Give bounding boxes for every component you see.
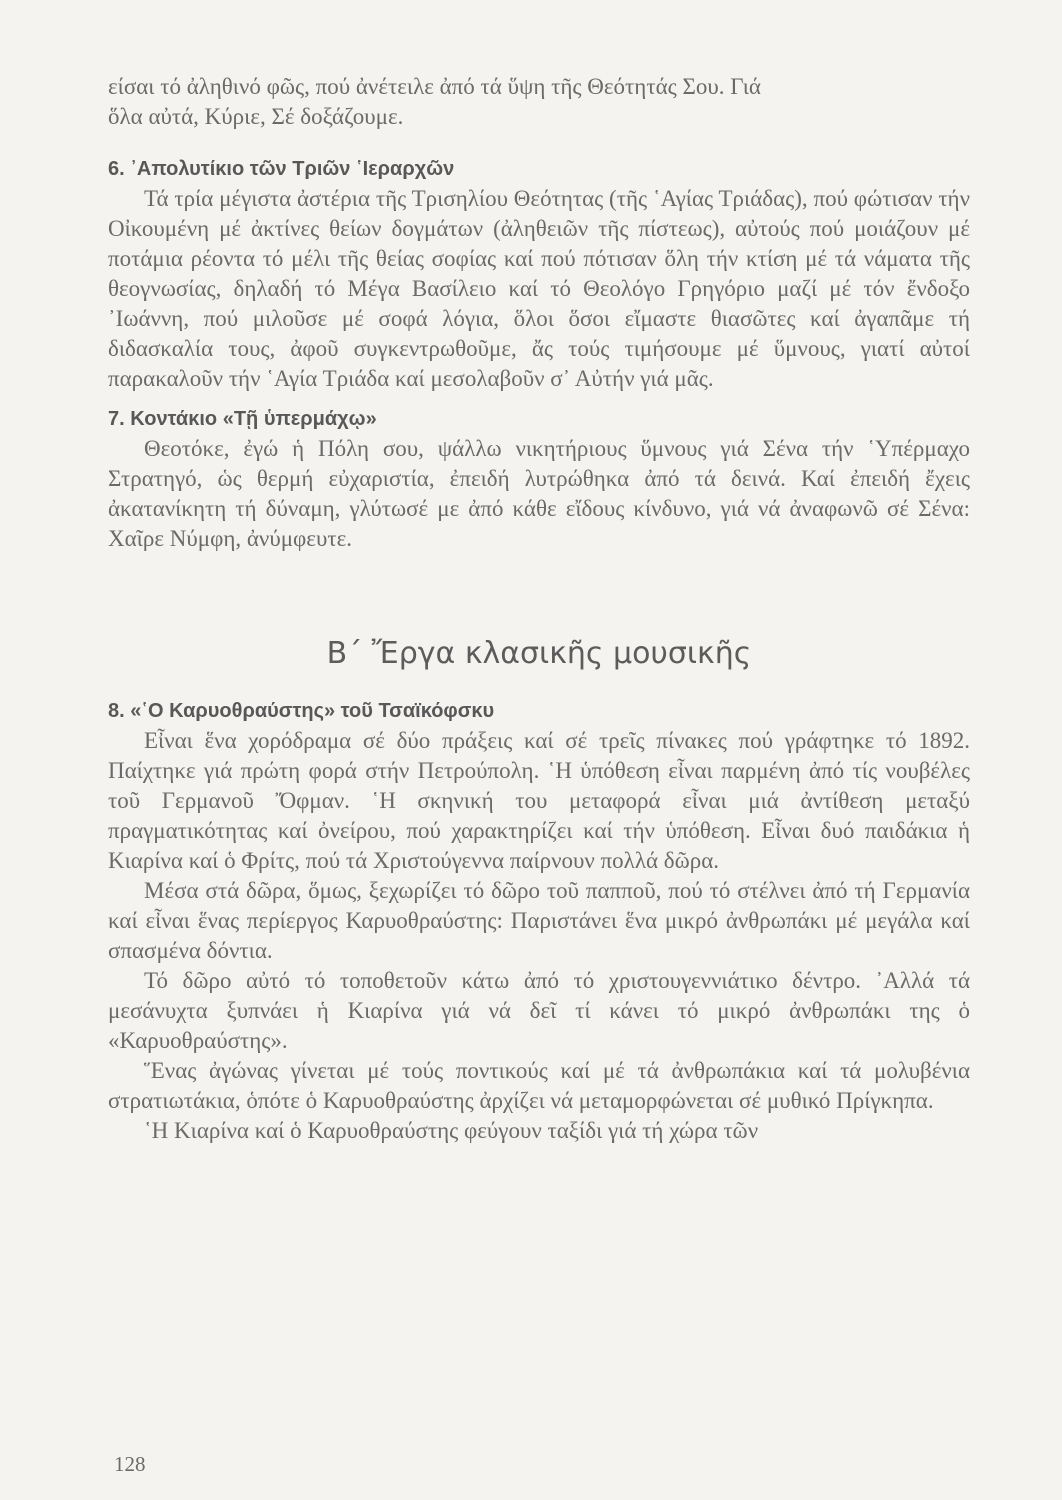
section-8 [108, 696, 970, 1146]
section-8-paragraph: Τό δῶρο αὐτό τό τοποθετοῦν κάτω ἀπό τό χριστουγεννιάτικο δέντρο. ᾿Αλλά τά μεσάνυχτα ξυπνάει ἡ Κιαρίνα γιά νά δεῖ τί κάνει τό μικρό ἀνθρωπάκι της ὁ «Καρυοθραύστης». [108, 968, 970, 1053]
intro-line-1: είσαι τό ἀληθινό φῶς, πού ἀνέτειλε ἀπό τά ὕψη τῆς Θεότητάς Σου. Γιά [108, 74, 761, 99]
section-8-heading: 8. «῾Ο Καρυοθραύστης» τοῦ Τσαϊκόφσκυ [108, 700, 495, 722]
section-8-paragraph: Εἶναι ἕνα χορόδραμα σέ δύο πράξεις καί σέ τρεῖς πίνακες πού γράφτηκε τό 1892. Παίχτηκε γιά πρώτη φορά στήν Πετρούπολη. ῾Η ὑπόθεση εἶναι παρμένη ἀπό τίς νουβέλες τοῦ Γερμανοῦ Ὄφμαν. ῾Η σκηνική του μεταφορά εἶναι μιά ἀντίθεση μεταξύ πραγματικότητας καί ὀνείρου, πού χαρακτηρίζει καί τήν ὑπόθεση. Εἶναι δυό παιδάκια ἡ Κιαρίνα καί ὁ Φρίτς, πού τά Χριστούγεννα παίρνουν πολλά δῶρα. [108, 728, 970, 873]
intro-line-2: ὅλα αὐτά, Κύριε, Σέ δοξάζουμε. [108, 104, 404, 129]
section-8-paragraph: Μέσα στά δῶρα, ὅμως, ξεχωρίζει τό δῶρο τοῦ παπποῦ, πού τό στέλνει ἀπό τή Γερμανία καί εἶναι ἕνας περίεργος Καρυοθραύστης: Παριστάνει ἕνα μικρό ἀνθρωπάκι μέ μεγάλα καί σπασμένα δόντια. [108, 878, 970, 963]
section-6-heading: 6. ᾿Απολυτίκιο τῶν Τριῶν ῾Ιεραρχῶν [108, 158, 455, 180]
section-7-text: Θεοτόκε, ἐγώ ἡ Πόλη σου, ψάλλω νικητήριους ὕμνους γιά Σένα τήν ῾Υπέρμαχο Στρατηγό, ὡς θερμή εὐχαριστία, ἐπειδή λυτρώθηκα ἀπό τά δεινά. Καί ἐπειδή ἔχεις ἀκατανίκητη τή δύναμη, γλύτωσέ με ἀπό κάθε εἴδους κίνδυνο, γιά νά ἀναφωνῶ σέ Σένα: Χαῖρε Νύμφη, ἀνύμφευτε. [108, 436, 970, 551]
page-content [108, 72, 970, 1146]
page-number: 128 [114, 1452, 146, 1476]
section-6-text: Τά τρία μέγιστα ἀστέρια τῆς Τρισηλίου Θεότητας (τῆς ῾Αγίας Τριάδας), πού φώτισαν τήν Οἰκουμένη μέ ἀκτίνες θείων δογμάτων (ἀληθειῶν τῆς πίστεως), αὐτούς πού μοιάζουν μέ ποτάμια ρέοντα τό μέλι τῆς θείας σοφίας καί πού πότισαν ὅλη τήν κτίση μέ τά νάματα τῆς θεογνωσίας, δηλαδή τό Μέγα Βασίλειο καί τό Θεολόγο Γρηγόριο μαζί μέ τόν ἔνδοξο ᾿Ιωάννη, πού μιλοῦσε μέ σοφά λόγια, ὅλοι ὅσοι εἴμαστε θιασῶτες καί ἀγαπᾶμε τή διδασκαλία τους, ἀφοῦ συγκεντρωθοῦμε, ἄς τούς τιμήσουμε μέ ὕμνους, γιατί αὐτοί παρακαλοῦν τήν ῾Αγία Τριάδα καί μεσολαβοῦν σ᾿ Αὐτήν γιά μᾶς. [108, 186, 970, 391]
section-6 [108, 154, 970, 394]
section-7 [108, 404, 970, 554]
part-title: Β΄ Ἔργα κλασικῆς μουσικῆς [326, 636, 752, 671]
section-7-heading: 7. Κοντάκιο «Τῇ ὑπερμάχῳ» [108, 408, 377, 430]
section-8-paragraph: ῾Η Κιαρίνα καί ὁ Καρυοθραύστης φεύγουν ταξίδι γιά τή χώρα τῶν [144, 1118, 759, 1143]
section-8-paragraph: Ἕνας ἀγώνας γίνεται μέ τούς ποντικούς καί μέ τά ἀνθρωπάκια καί τά μολυβένια στρατιωτάκια, ὁπότε ὁ Καρυοθραύστης ἀρχίζει νά μεταμορφώνεται σέ μυθικό Πρίγκηπα. [108, 1058, 970, 1113]
